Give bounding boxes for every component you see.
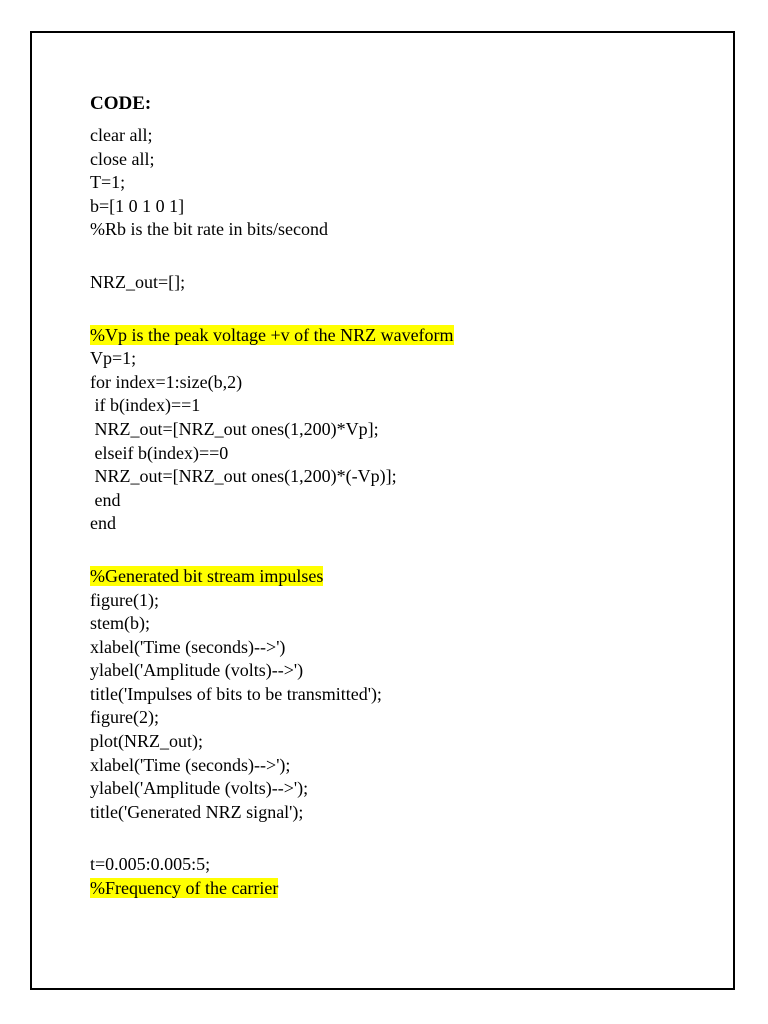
code-line: [90, 195, 710, 219]
code-heading: CODE:: [90, 93, 152, 114]
code-line: [90, 589, 710, 613]
code-line-text: xlabel('Time (seconds)-->'): [90, 636, 286, 657]
code-line-text: elseif b(index)==0: [90, 442, 229, 463]
code-line: [90, 489, 710, 513]
code-line-text: t=0.005:0.005:5;: [90, 854, 211, 875]
code-line-text: NRZ_out=[NRZ_out ones(1,200)*(-Vp)];: [90, 466, 397, 487]
code-line-text: T=1;: [90, 172, 126, 193]
code-line-text: ylabel('Amplitude (volts)-->'): [90, 660, 304, 681]
highlighted-comment-line: [90, 565, 710, 589]
code-line: [90, 706, 710, 730]
code-line: [90, 347, 710, 371]
code-line-text: %Vp is the peak voltage +v of the NRZ waveform: [90, 324, 454, 345]
code-line: [90, 801, 710, 825]
code-line: [90, 777, 710, 801]
code-line-text: figure(1);: [90, 589, 159, 610]
code-line-text: NRZ_out=[];: [90, 271, 186, 292]
code-line: [90, 148, 710, 172]
code-line-text: figure(2);: [90, 707, 159, 728]
code-line-text: Vp=1;: [90, 348, 137, 369]
code-line-text: clear all;: [90, 125, 153, 145]
code-line-text: stem(b);: [90, 613, 150, 634]
code-line-text: for index=1:size(b,2): [90, 371, 243, 392]
code-line-text: NRZ_out=[NRZ_out ones(1,200)*Vp];: [90, 418, 379, 439]
highlighted-comment-line: [90, 324, 710, 348]
code-line: [90, 218, 710, 242]
code-line: [90, 512, 710, 536]
code-line: [90, 636, 710, 660]
blank-line: [90, 824, 710, 853]
code-line-text: %Frequency of the carrier: [90, 878, 279, 899]
code-line-text: close all;: [90, 148, 155, 169]
code-line-text: plot(NRZ_out);: [90, 731, 203, 752]
code-line: [90, 271, 710, 295]
code-line-text: ylabel('Amplitude (volts)-->');: [90, 778, 309, 799]
code-line: [90, 730, 710, 754]
code-line-text: %Generated bit stream impulses: [90, 565, 324, 586]
code-line: [90, 124, 710, 148]
code-line-text: xlabel('Time (seconds)-->');: [90, 754, 291, 775]
blank-line: [90, 536, 710, 565]
code-line-text: end: [90, 489, 121, 510]
code-line-text: title('Impulses of bits to be transmitted');: [90, 683, 382, 704]
blank-line: [90, 242, 710, 271]
code-listing: [90, 124, 710, 901]
code-line: [90, 853, 710, 877]
code-line: [90, 612, 710, 636]
code-line: [90, 394, 710, 418]
code-line: [90, 465, 710, 489]
code-line-text: title('Generated NRZ signal');: [90, 801, 304, 822]
code-line: [90, 442, 710, 466]
code-line: [90, 754, 710, 778]
code-line: [90, 418, 710, 442]
code-line: [90, 659, 710, 683]
code-line-text: b=[1 0 1 0 1]: [90, 195, 185, 216]
code-line: [90, 683, 710, 707]
code-line-text: if b(index)==1: [90, 395, 201, 416]
blank-line: [90, 295, 710, 324]
document-body: [90, 92, 710, 901]
code-line-text: end: [90, 513, 116, 534]
highlighted-comment-line: [90, 877, 710, 901]
code-line-text: %Rb is the bit rate in bits/second: [90, 219, 328, 240]
code-line: [90, 371, 710, 395]
code-line: [90, 171, 710, 195]
